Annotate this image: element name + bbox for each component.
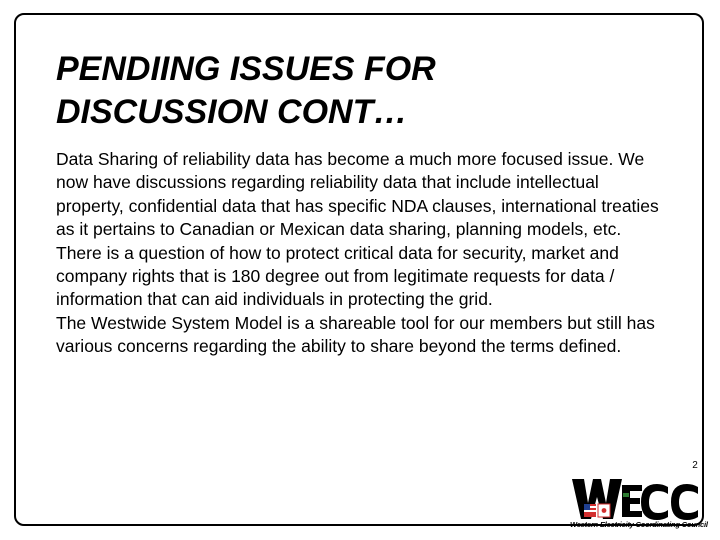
title-line-1: PENDIING ISSUES FOR — [56, 50, 436, 88]
slide-body — [56, 148, 666, 359]
paragraph-westwide-model: The Westwide System Model is a shareable tool for our members but still has various concerns regarding the ability to share beyond the terms defined. — [56, 312, 655, 357]
title-line-2: DISCUSSION CONT… — [56, 93, 408, 131]
slide-title — [56, 48, 656, 134]
paragraph-data-sharing: Data Sharing of reliability data has become a much more focused issue. We now have discussions regarding reliability data that include intellectual property, confidential data that has specific NDA clauses, international treaties as it pertains to Canadian or Mexican data sharing, planning models, etc. — [56, 149, 659, 240]
logo-caption: Western Electricity Coordinating Council — [570, 520, 708, 529]
page-number: 2 — [692, 460, 698, 471]
paragraph-critical-data: There is a question of how to protect critical data for security, market and company rights that is 180 degree out from legitimate requests for data / information that can aid individuals in protecting the grid. — [56, 242, 619, 310]
